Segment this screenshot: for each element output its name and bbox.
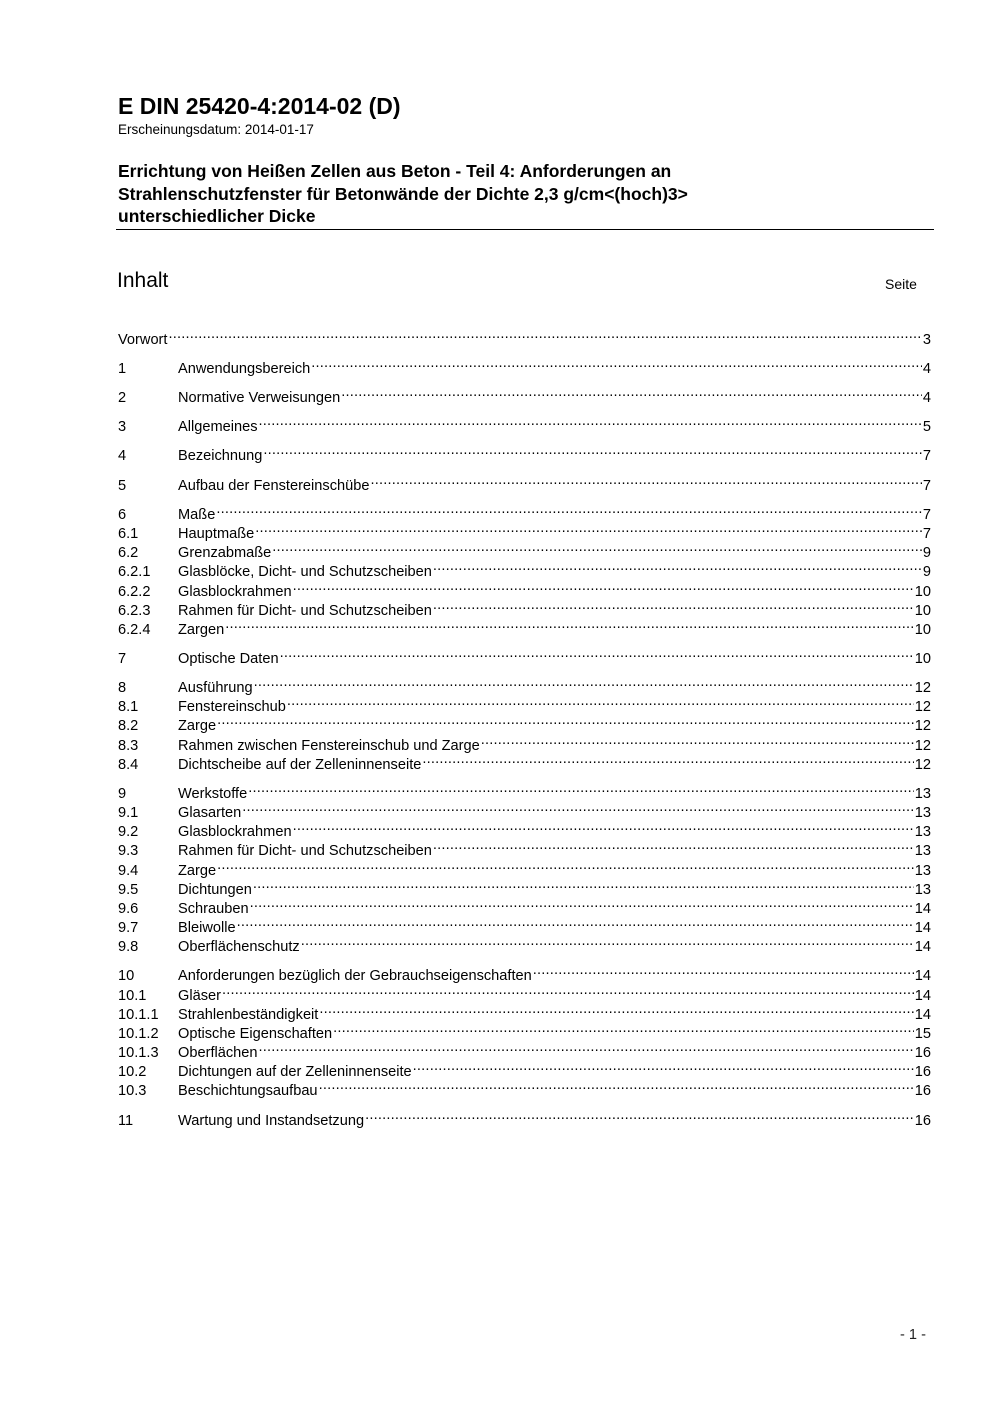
toc-entry[interactable] bbox=[118, 441, 931, 464]
toc-entry-page: 14 bbox=[914, 901, 931, 917]
toc-dot-leader bbox=[293, 817, 914, 836]
toc-entry-number: 9.4 bbox=[118, 863, 139, 879]
toc-entry-page: 12 bbox=[914, 738, 931, 754]
toc-entry-page: 14 bbox=[914, 988, 931, 1004]
toc-entry[interactable] bbox=[118, 913, 931, 936]
toc-dot-leader bbox=[280, 644, 914, 663]
toc-entry-page: 14 bbox=[914, 939, 931, 955]
toc-entry-title: Vorwort bbox=[118, 332, 168, 348]
toc-entry-title: Bezeichnung bbox=[178, 448, 263, 464]
toc-entry-title: Optische Eigenschaften bbox=[178, 1026, 333, 1042]
toc-dot-leader bbox=[217, 711, 914, 730]
toc-entry-page: 14 bbox=[914, 920, 931, 936]
toc-entry-number: 8.2 bbox=[118, 718, 139, 734]
toc-entry[interactable] bbox=[118, 500, 931, 523]
toc-entry-page: 12 bbox=[914, 699, 931, 715]
toc-entry-page: 7 bbox=[922, 478, 931, 494]
toc-entry-title: Zargen bbox=[178, 622, 225, 638]
toc-entry-title: Ausführung bbox=[178, 680, 253, 696]
toc-dot-leader bbox=[319, 1000, 913, 1019]
toc-entry-page: 14 bbox=[914, 968, 931, 984]
toc-entry[interactable] bbox=[118, 673, 931, 696]
toc-entry[interactable] bbox=[118, 615, 931, 638]
toc-entry[interactable] bbox=[118, 1038, 931, 1061]
title-divider bbox=[116, 229, 934, 230]
toc-entry[interactable] bbox=[118, 519, 931, 542]
toc-entry-page: 12 bbox=[914, 680, 931, 696]
document-title bbox=[118, 160, 934, 228]
toc-entry[interactable] bbox=[118, 981, 931, 1004]
toc-entry-page: 9 bbox=[922, 564, 931, 580]
toc-entry-title: Oberflächenschutz bbox=[178, 939, 300, 955]
toc-entry-page: 7 bbox=[922, 526, 931, 542]
toc-entry-number: 6.2.4 bbox=[118, 622, 151, 638]
toc-entry-page: 13 bbox=[914, 843, 931, 859]
toc-dot-leader bbox=[259, 1038, 914, 1057]
toc-entry-title: Dichtscheibe auf der Zelleninnenseite bbox=[178, 757, 422, 773]
toc-entry-page: 16 bbox=[914, 1064, 931, 1080]
toc-entry-number: 9.2 bbox=[118, 824, 139, 840]
title-line-3: unterschiedlicher Dicke bbox=[118, 206, 316, 226]
toc-entry-number: 9.7 bbox=[118, 920, 139, 936]
toc-entry-number: 10 bbox=[118, 968, 135, 984]
toc-dot-leader bbox=[254, 673, 914, 692]
toc-entry[interactable] bbox=[118, 1019, 931, 1042]
toc-entry-number: 3 bbox=[118, 419, 127, 435]
toc-entry-page: 10 bbox=[914, 603, 931, 619]
toc-dot-leader bbox=[242, 798, 913, 817]
toc-dot-leader bbox=[255, 519, 922, 538]
toc-entry-page: 16 bbox=[914, 1045, 931, 1061]
toc-entry-title: Oberflächen bbox=[178, 1045, 258, 1061]
toc-entry[interactable] bbox=[118, 1000, 931, 1023]
toc-dot-leader bbox=[263, 441, 921, 460]
toc-dot-leader bbox=[216, 500, 922, 519]
toc-dot-leader bbox=[259, 412, 922, 431]
toc-entry-page: 3 bbox=[922, 332, 931, 348]
toc-dot-leader bbox=[222, 981, 914, 1000]
toc-entry-page: 10 bbox=[914, 584, 931, 600]
toc-entry-number: 10.1.3 bbox=[118, 1045, 159, 1061]
toc-entry-number: 6.2.1 bbox=[118, 564, 151, 580]
toc-entry-page: 4 bbox=[922, 361, 931, 377]
toc-entry-page: 7 bbox=[922, 448, 931, 464]
toc-entry-number: 9.3 bbox=[118, 843, 139, 859]
toc-entry-title: Normative Verweisungen bbox=[178, 390, 341, 406]
toc-dot-leader bbox=[433, 557, 922, 576]
toc-entry[interactable] bbox=[118, 471, 931, 494]
toc-dot-leader bbox=[301, 932, 914, 951]
toc-entry-number: 9 bbox=[118, 786, 127, 802]
toc-entry-number: 10.1.1 bbox=[118, 1007, 159, 1023]
toc-entry-number: 10.3 bbox=[118, 1083, 147, 1099]
toc-entry[interactable] bbox=[118, 932, 931, 955]
publication-date: Erscheinungsdatum: 2014-01-17 bbox=[118, 122, 314, 137]
toc-entry-number: 8.3 bbox=[118, 738, 139, 754]
title-line-2: Strahlenschutzfenster für Betonwände der Dichte 2,3 g/cm<(hoch)3> bbox=[118, 183, 688, 204]
toc-dot-leader bbox=[481, 731, 914, 750]
toc-entry-title: Rahmen zwischen Fenstereinschub und Zarge bbox=[178, 738, 480, 754]
toc-entry-page: 10 bbox=[914, 622, 931, 638]
toc-entry-number: 1 bbox=[118, 361, 127, 377]
toc-entry-page: 9 bbox=[922, 545, 931, 561]
toc-entry-title: Allgemeines bbox=[178, 419, 258, 435]
toc-entry-number: 8.1 bbox=[118, 699, 139, 715]
toc-entry-number: 9.6 bbox=[118, 901, 139, 917]
toc-entry-number: 10.1.2 bbox=[118, 1026, 159, 1042]
toc-entry[interactable] bbox=[118, 596, 931, 619]
toc-entry[interactable] bbox=[118, 961, 931, 984]
toc-entry-title: Bleiwolle bbox=[178, 920, 236, 936]
toc-entry-number: 9.8 bbox=[118, 939, 139, 955]
toc-entry[interactable] bbox=[118, 731, 931, 754]
toc-entry-page: 4 bbox=[922, 390, 931, 406]
toc-entry[interactable] bbox=[118, 817, 931, 840]
toc-entry-number: 9.5 bbox=[118, 882, 139, 898]
toc-entry-title: Glasblockrahmen bbox=[178, 824, 292, 840]
toc-dot-leader bbox=[293, 577, 914, 596]
document-id: E DIN 25420-4:2014-02 (D) bbox=[118, 93, 401, 119]
toc-entry[interactable] bbox=[118, 412, 931, 435]
toc-dot-leader bbox=[341, 383, 922, 402]
toc-entry-title: Zarge bbox=[178, 718, 217, 734]
page-number: - 1 - bbox=[900, 1327, 926, 1343]
toc-entry[interactable] bbox=[118, 750, 931, 773]
toc-entry[interactable] bbox=[118, 692, 931, 715]
toc-entry[interactable] bbox=[118, 538, 931, 561]
toc-entry[interactable] bbox=[118, 856, 931, 879]
toc-entry-title: Wartung und Instandsetzung bbox=[178, 1113, 365, 1129]
toc-entry[interactable] bbox=[118, 779, 931, 802]
toc-entry[interactable] bbox=[118, 557, 931, 580]
toc-entry[interactable] bbox=[118, 875, 931, 898]
toc-entry-page: 15 bbox=[914, 1026, 931, 1042]
toc-entry-page: 13 bbox=[914, 805, 931, 821]
toc-entry-title: Dichtungen auf der Zelleninnenseite bbox=[178, 1064, 412, 1080]
toc-entry[interactable] bbox=[118, 1057, 931, 1080]
title-line-1: Errichtung von Heißen Zellen aus Beton - Teil 4: Anforderungen an bbox=[118, 161, 672, 181]
toc-entry-page: 13 bbox=[914, 786, 931, 802]
toc-dot-leader bbox=[433, 596, 914, 615]
toc-entry-number: 4 bbox=[118, 448, 127, 464]
toc-entry-title: Rahmen für Dicht- und Schutzscheiben bbox=[178, 603, 432, 619]
toc-entry-number: 9.1 bbox=[118, 805, 139, 821]
toc-dot-leader bbox=[370, 471, 921, 490]
toc-entry-title: Maße bbox=[178, 507, 216, 523]
toc-entry-page: 10 bbox=[914, 651, 931, 667]
toc-entry[interactable] bbox=[118, 325, 931, 348]
toc-entry-page: 12 bbox=[914, 718, 931, 734]
toc-entry-page: 14 bbox=[914, 1007, 931, 1023]
toc-entry-page: 7 bbox=[922, 507, 931, 523]
toc-dot-leader bbox=[533, 961, 914, 980]
toc-entry-title: Schrauben bbox=[178, 901, 249, 917]
toc-entry-page: 12 bbox=[914, 757, 931, 773]
toc-entry-title: Glasblockrahmen bbox=[178, 584, 292, 600]
toc-entry[interactable] bbox=[118, 644, 931, 667]
toc-entry-number: 6.2.3 bbox=[118, 603, 151, 619]
toc-dot-leader bbox=[365, 1106, 914, 1125]
toc-dot-leader bbox=[248, 779, 914, 798]
toc-entry-number: 5 bbox=[118, 478, 127, 494]
toc-dot-leader bbox=[311, 354, 922, 373]
toc-entry-page: 5 bbox=[922, 419, 931, 435]
toc-dot-leader bbox=[413, 1057, 914, 1076]
toc-entry-number: 6.2.2 bbox=[118, 584, 151, 600]
toc-entry-number: 10.1 bbox=[118, 988, 147, 1004]
toc-entry-number: 8 bbox=[118, 680, 127, 696]
toc-entry-title: Dichtungen bbox=[178, 882, 252, 898]
toc-entry-page: 13 bbox=[914, 863, 931, 879]
toc-dot-leader bbox=[168, 325, 921, 344]
toc-entry-page: 16 bbox=[914, 1113, 931, 1129]
toc-entry-title: Aufbau der Fenstereinschübe bbox=[178, 478, 370, 494]
toc-entry[interactable] bbox=[118, 894, 931, 917]
toc-entry-title: Hauptmaße bbox=[178, 526, 255, 542]
toc-entry[interactable] bbox=[118, 836, 931, 859]
toc-entry-title: Anwendungsbereich bbox=[178, 361, 311, 377]
toc-entry[interactable] bbox=[118, 1106, 931, 1129]
toc-entry[interactable] bbox=[118, 1076, 931, 1099]
toc-entry-title: Glasarten bbox=[178, 805, 242, 821]
toc-entry-number: 6 bbox=[118, 507, 127, 523]
toc-entry-title: Strahlenbeständigkeit bbox=[178, 1007, 319, 1023]
toc-heading: Inhalt bbox=[117, 269, 169, 292]
toc-dot-leader bbox=[237, 913, 914, 932]
toc-entry-title: Werkstoffe bbox=[178, 786, 248, 802]
toc-entry-title: Fenstereinschub bbox=[178, 699, 286, 715]
page-column-label: Seite bbox=[885, 276, 917, 292]
toc-dot-leader bbox=[217, 856, 914, 875]
toc-dot-leader bbox=[319, 1076, 914, 1095]
toc-dot-leader bbox=[433, 836, 914, 855]
toc-entry-title: Glasblöcke, Dicht- und Schutzscheiben bbox=[178, 564, 432, 580]
toc-entry-number: 10.2 bbox=[118, 1064, 147, 1080]
toc-entry-number: 6.2 bbox=[118, 545, 139, 561]
toc-dot-leader bbox=[250, 894, 914, 913]
toc-dot-leader bbox=[333, 1019, 914, 1038]
toc-entry-title: Optische Daten bbox=[178, 651, 279, 667]
toc-entry[interactable] bbox=[118, 354, 931, 377]
toc-entry-number: 2 bbox=[118, 390, 127, 406]
toc-entry-title: Gläser bbox=[178, 988, 221, 1004]
toc-entry-page: 16 bbox=[914, 1083, 931, 1099]
toc-entry-title: Anforderungen bezüglich der Gebrauchseigenschaften bbox=[178, 968, 532, 984]
toc-entry-number: 8.4 bbox=[118, 757, 139, 773]
toc-entry-page: 13 bbox=[914, 882, 931, 898]
toc-entry-title: Zarge bbox=[178, 863, 217, 879]
toc-dot-leader bbox=[225, 615, 914, 634]
toc-entry[interactable] bbox=[118, 798, 931, 821]
toc-entry-page: 13 bbox=[914, 824, 931, 840]
toc-entry-number: 6.1 bbox=[118, 526, 139, 542]
toc-entry-title: Grenzabmaße bbox=[178, 545, 272, 561]
toc-dot-leader bbox=[287, 692, 914, 711]
toc-dot-leader bbox=[422, 750, 913, 769]
toc-entry[interactable] bbox=[118, 711, 931, 734]
toc-entry[interactable] bbox=[118, 383, 931, 406]
toc-dot-leader bbox=[272, 538, 922, 557]
toc-entry-title: Rahmen für Dicht- und Schutzscheiben bbox=[178, 843, 432, 859]
toc-dot-leader bbox=[253, 875, 914, 894]
toc-entry-title: Beschichtungsaufbau bbox=[178, 1083, 318, 1099]
toc-entry-number: 7 bbox=[118, 651, 127, 667]
toc-entry-number: 11 bbox=[118, 1113, 134, 1129]
toc-entry[interactable] bbox=[118, 577, 931, 600]
